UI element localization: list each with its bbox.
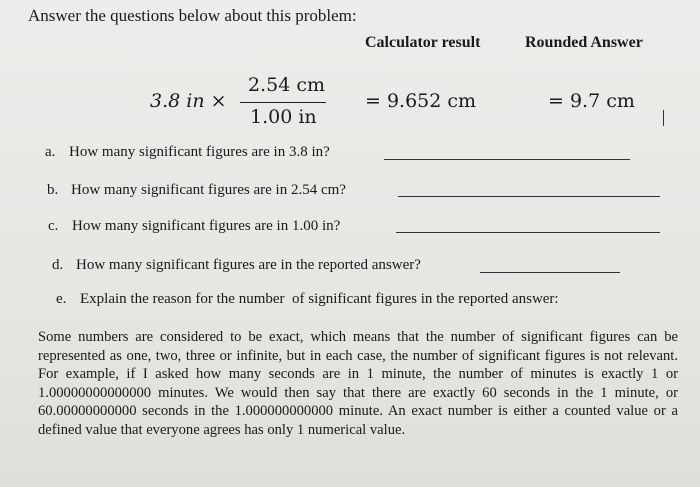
answer-line-d[interactable]: [480, 272, 620, 273]
question-label: e.: [56, 291, 67, 307]
intro-text: Answer the questions below about this problem:: [28, 6, 357, 25]
answer-line-a[interactable]: [384, 159, 630, 160]
question-e: [56, 291, 559, 308]
question-d: [52, 257, 421, 274]
fraction-bar: [240, 102, 326, 103]
question-text: How many significant figures are in 1.00 in?: [72, 218, 341, 234]
question-label: b.: [47, 182, 59, 198]
answer-line-b[interactable]: [398, 196, 660, 197]
rounded-value: = 9.7 cm: [548, 90, 635, 112]
equation-lhs: 3.8 in ×: [150, 90, 227, 112]
question-b: [47, 182, 346, 199]
explanation-paragraph: Some numbers are considered to be exact, which means that the number of significant figures can be represented as one, two, three or infinite, but in each case, the number of significant figures is not relevant. For example, if I asked how many seconds are in 1 minute, the number of minutes is exactly 1 or 1.00000000000000 minutes. We would then say that there are exactly 60 seconds in the 1 minute, or 60.00000000000 seconds in the 1.000000000000 minute. An exact number is either a counted value or a defined value that everyone agrees has only 1 numerical value.: [38, 329, 678, 438]
calculator-result-header: Calculator result: [365, 34, 481, 51]
question-label: a.: [45, 144, 56, 160]
answer-line-c[interactable]: [396, 232, 660, 233]
rounded-answer-header: Rounded Answer: [525, 34, 643, 51]
question-text: How many significant figures are in the reported answer?: [76, 257, 421, 273]
question-text: How many significant figures are in 3.8 in?: [69, 144, 330, 160]
question-label: d.: [52, 257, 64, 273]
question-text: Explain the reason for the number of significant figures in the reported answer:: [80, 291, 559, 307]
question-c: [48, 218, 340, 235]
question-a: [45, 144, 330, 161]
question-text: How many significant figures are in 2.54 cm?: [71, 182, 346, 198]
fraction-denominator: 1.00 in: [250, 106, 317, 128]
calculator-value: = 9.652 cm: [365, 90, 477, 112]
fraction-numerator: 2.54 cm: [248, 74, 326, 96]
question-label: c.: [48, 218, 59, 234]
text-cursor-mark: [663, 110, 664, 126]
